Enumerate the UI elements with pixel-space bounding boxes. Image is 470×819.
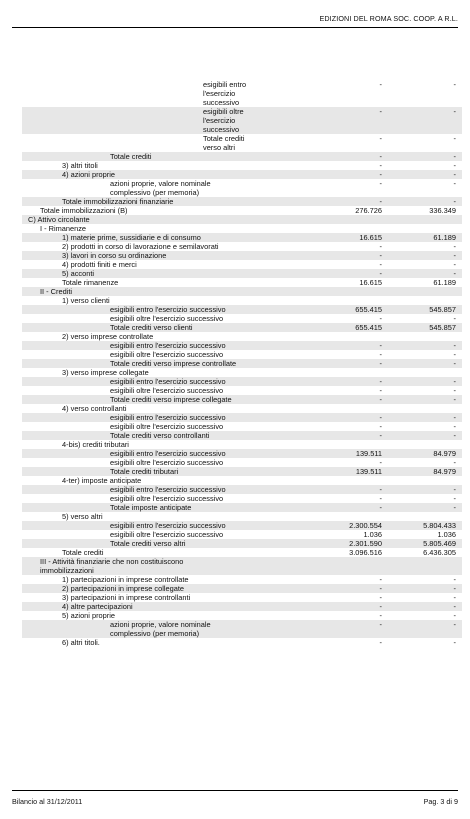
value-current-year: - [379,197,382,206]
row-label: complessivo (per memoria) [110,629,200,638]
table-row [22,485,462,494]
row-label: 4) azioni proprie [62,170,115,179]
table-row [22,269,462,278]
value-current-year: - [379,134,382,143]
table-row [22,134,462,143]
value-current-year: - [379,260,382,269]
value-previous-year: 61.189 [433,233,456,242]
value-previous-year: - [453,179,456,188]
value-current-year: 2.301.590 [349,539,382,548]
table-row [22,449,462,458]
table-row [22,350,462,359]
row-label: esigibili entro [203,80,247,89]
table-row [22,116,462,125]
table-row [22,377,462,386]
row-label: 1) partecipazioni in imprese controllate [62,575,189,584]
value-previous-year: - [453,350,456,359]
row-label: successivo [203,98,240,107]
value-previous-year: - [453,494,456,503]
table-row [22,512,462,521]
row-label: Totale imposte anticipate [110,503,192,512]
table-row [22,557,462,566]
row-label: esigibili entro l'esercizio successivo [110,485,226,494]
row-label: esigibili oltre l'esercizio successivo [110,458,224,467]
table-row [22,161,462,170]
row-label: 3) partecipazioni in imprese controllanti [62,593,191,602]
table-row [22,629,462,638]
value-current-year: - [379,377,382,386]
table-row [22,242,462,251]
value-previous-year: - [453,161,456,170]
value-previous-year: 61.189 [433,278,456,287]
value-current-year: - [379,485,382,494]
value-previous-year: - [453,197,456,206]
value-previous-year: - [453,152,456,161]
balance-sheet-table [22,80,462,647]
value-previous-year: 1.036 [437,530,456,539]
value-current-year: - [379,503,382,512]
row-label: Totale crediti [110,152,152,161]
value-current-year: - [379,620,382,629]
value-current-year: - [379,575,382,584]
value-previous-year: - [453,503,456,512]
value-current-year: 16.615 [359,278,382,287]
value-current-year: - [379,314,382,323]
row-label: 2) partecipazioni in imprese collegate [62,584,185,593]
table-row [22,143,462,152]
value-previous-year: - [453,422,456,431]
table-row [22,503,462,512]
row-label: 4) prodotti finiti e merci [62,260,137,269]
value-previous-year: - [453,602,456,611]
row-label: 6) altri titoli. [62,638,100,647]
table-row [22,170,462,179]
header-rule [12,27,458,28]
row-label: Totale crediti [62,548,104,557]
value-current-year: 655.415 [355,323,382,332]
row-label: 1) materie prime, sussidiarie e di consumo [62,233,201,242]
value-previous-year: - [453,431,456,440]
row-label: immobilizzazioni [40,566,94,575]
table-row [22,521,462,530]
row-label: successivo [203,125,240,134]
value-previous-year: - [453,386,456,395]
value-previous-year: - [453,485,456,494]
table-row [22,278,462,287]
table-row [22,251,462,260]
table-row [22,89,462,98]
row-label: Totale immobilizzazioni finanziarie [62,197,174,206]
value-current-year: - [379,422,382,431]
value-current-year: - [379,458,382,467]
value-current-year: 655.415 [355,305,382,314]
value-previous-year: - [453,341,456,350]
value-previous-year: - [453,107,456,116]
row-label: esigibili entro l'esercizio successivo [110,341,226,350]
value-previous-year: - [453,458,456,467]
row-label: Totale crediti [203,134,245,143]
table-row [22,458,462,467]
table-row [22,584,462,593]
row-label: esigibili oltre l'esercizio successivo [110,350,224,359]
value-previous-year: - [453,80,456,89]
value-previous-year: 5.805.469 [423,539,456,548]
value-current-year: - [379,593,382,602]
table-row [22,530,462,539]
value-current-year: - [379,80,382,89]
table-row [22,179,462,188]
row-label: 2) verso imprese controllate [62,332,154,341]
value-current-year: - [379,431,382,440]
row-label: l'esercizio [203,116,236,125]
row-label: azioni proprie, valore nominale [110,179,211,188]
row-label: 4) altre partecipazioni [62,602,133,611]
value-previous-year: 84.979 [433,449,456,458]
value-previous-year: - [453,260,456,269]
row-label: esigibili entro l'esercizio successivo [110,521,226,530]
row-label: I - Rimanenze [40,224,87,233]
value-current-year: - [379,251,382,260]
value-current-year: 276.726 [355,206,382,215]
value-previous-year: - [453,134,456,143]
row-label: 3) verso imprese collegate [62,368,149,377]
value-current-year: 3.096.516 [349,548,382,557]
value-previous-year: - [453,242,456,251]
table-row [22,233,462,242]
value-current-year: - [379,269,382,278]
row-label: 4-bis) crediti tributari [62,440,129,449]
table-row [22,395,462,404]
row-label: 4) verso controllanti [62,404,127,413]
row-label: Totale crediti verso controllanti [110,431,210,440]
value-previous-year: - [453,269,456,278]
value-previous-year: - [453,620,456,629]
table-row [22,548,462,557]
table-row [22,476,462,485]
table-row [22,80,462,89]
value-previous-year: 84.979 [433,467,456,476]
table-row [22,305,462,314]
value-current-year: - [379,179,382,188]
table-row [22,422,462,431]
footer-rule [12,790,458,791]
row-label: 4-ter) imposte anticipate [62,476,142,485]
table-row [22,467,462,476]
table-row [22,98,462,107]
row-label: 5) acconti [62,269,95,278]
table-row [22,575,462,584]
value-current-year: - [379,395,382,404]
row-label: 3) lavori in corso su ordinazione [62,251,167,260]
table-row [22,215,462,224]
row-label: l'esercizio [203,89,236,98]
value-previous-year: - [453,593,456,602]
value-current-year: 1.036 [363,530,382,539]
row-label: esigibili entro l'esercizio successivo [110,305,226,314]
value-previous-year: - [453,638,456,647]
row-label: Totale crediti tributari [110,467,179,476]
table-row [22,539,462,548]
row-label: esigibili entro l'esercizio successivo [110,449,226,458]
table-row [22,638,462,647]
table-row [22,404,462,413]
page-number: Pag. 3 di 9 [423,797,458,806]
row-label: Totale crediti verso imprese collegate [110,395,232,404]
value-current-year: 139.511 [355,467,382,476]
row-label: esigibili entro l'esercizio successivo [110,377,226,386]
document-header: EDIZIONI DEL ROMA SOC. COOP. A R.L. [319,14,458,23]
row-label: esigibili oltre l'esercizio successivo [110,494,224,503]
table-row [22,206,462,215]
value-previous-year: - [453,584,456,593]
value-current-year: - [379,161,382,170]
table-row [22,314,462,323]
row-label: III - Attività finanziarie che non costituiscono [40,557,184,566]
value-previous-year: - [453,413,456,422]
table-row [22,341,462,350]
value-previous-year: - [453,395,456,404]
row-label: Totale crediti verso clienti [110,323,193,332]
table-row [22,611,462,620]
row-label: 1) verso clienti [62,296,110,305]
value-previous-year: 336.349 [429,206,456,215]
row-label: complessivo (per memoria) [110,188,200,197]
value-current-year: - [379,638,382,647]
table-row [22,152,462,161]
value-current-year: - [379,413,382,422]
footer-date: Bilancio al 31/12/2011 [12,797,83,806]
table-row [22,107,462,116]
table-row [22,440,462,449]
table-row [22,566,462,575]
table-row [22,359,462,368]
value-current-year: 16.615 [359,233,382,242]
value-previous-year: 545.857 [429,305,456,314]
row-label: 5) azioni proprie [62,611,115,620]
row-label: esigibili oltre l'esercizio successivo [110,314,224,323]
table-row [22,197,462,206]
table-row [22,386,462,395]
value-current-year: - [379,386,382,395]
table-row [22,296,462,305]
row-label: Totale crediti verso imprese controllate [110,359,237,368]
value-current-year: - [379,611,382,620]
value-previous-year: - [453,575,456,584]
table-row [22,332,462,341]
value-previous-year: - [453,359,456,368]
table-row [22,431,462,440]
row-label: 2) prodotti in corso di lavorazione e semilavorati [62,242,219,251]
table-row [22,260,462,269]
value-previous-year: - [453,251,456,260]
row-label: esigibili oltre [203,107,244,116]
table-row [22,125,462,134]
value-current-year: - [379,494,382,503]
value-current-year: - [379,359,382,368]
table-row [22,287,462,296]
value-current-year: - [379,350,382,359]
value-current-year: - [379,152,382,161]
value-current-year: - [379,602,382,611]
row-label: esigibili oltre l'esercizio successivo [110,530,224,539]
row-label: Totale crediti verso altri [110,539,186,548]
table-row [22,188,462,197]
row-label: esigibili entro l'esercizio successivo [110,413,226,422]
table-row [22,224,462,233]
row-label: azioni proprie, valore nominale [110,620,211,629]
row-label: 5) verso altri [62,512,103,521]
row-label: Totale immobilizzazioni (B) [40,206,128,215]
value-current-year: 139.511 [355,449,382,458]
value-current-year: 2.300.554 [349,521,382,530]
value-current-year: - [379,341,382,350]
row-label: verso altri [203,143,236,152]
row-label: II - Crediti [40,287,73,296]
row-label: Totale rimanenze [62,278,119,287]
value-previous-year: 5.804.433 [423,521,456,530]
table-row [22,413,462,422]
row-label: 3) altri titoli [62,161,98,170]
value-previous-year: 6.436.305 [423,548,456,557]
table-row [22,620,462,629]
value-previous-year: - [453,611,456,620]
table-row [22,368,462,377]
value-current-year: - [379,107,382,116]
value-previous-year: - [453,314,456,323]
value-current-year: - [379,584,382,593]
table-row [22,494,462,503]
value-previous-year: - [453,377,456,386]
value-current-year: - [379,170,382,179]
table-row [22,602,462,611]
table-row [22,593,462,602]
row-label: esigibili oltre l'esercizio successivo [110,386,224,395]
value-previous-year: - [453,170,456,179]
table-row [22,323,462,332]
row-label: C) Attivo circolante [28,215,90,224]
value-previous-year: 545.857 [429,323,456,332]
row-label: esigibili oltre l'esercizio successivo [110,422,224,431]
value-current-year: - [379,242,382,251]
